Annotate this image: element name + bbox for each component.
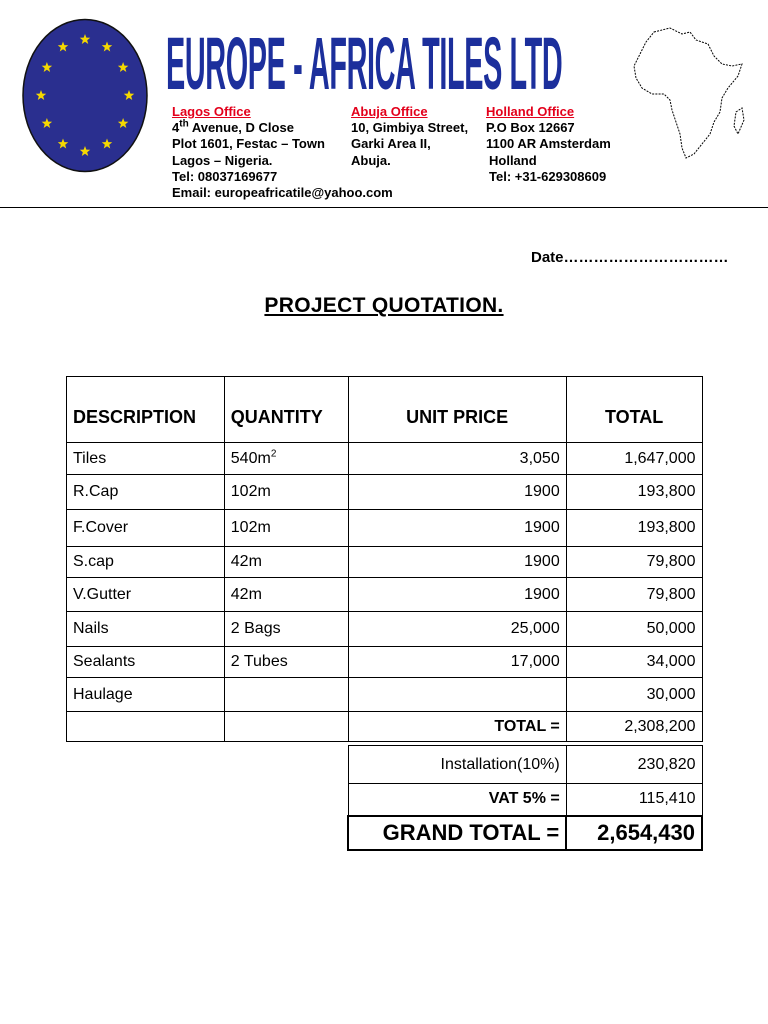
lagos-address-line1: 4th Avenue, D Close xyxy=(172,118,294,136)
row-quantity xyxy=(224,678,348,712)
lagos-address-line3: Lagos – Nigeria. xyxy=(172,152,273,168)
abuja-address-line2: Garki Area II, xyxy=(351,136,431,152)
vat-row xyxy=(67,784,703,816)
header-unit-price: UNIT PRICE xyxy=(348,377,566,443)
table-row xyxy=(67,510,703,547)
row-description: F.Cover xyxy=(67,510,225,547)
holland-phone: Tel: +31-629308609 xyxy=(489,168,607,184)
table-row xyxy=(67,547,703,578)
africa-map-icon xyxy=(630,26,748,162)
row-total: 30,000 xyxy=(566,678,702,712)
row-quantity: 102m xyxy=(224,510,348,547)
table-row xyxy=(67,443,703,475)
header-description: DESCRIPTION xyxy=(67,377,225,443)
row-quantity: 102m xyxy=(224,475,348,510)
table-row xyxy=(67,678,703,712)
lagos-address-line2: Plot 1601, Festac – Town xyxy=(172,136,325,152)
date-field: Date…………………………… xyxy=(531,249,729,266)
row-total: 79,800 xyxy=(566,578,702,612)
quotation-table xyxy=(66,376,703,851)
abuja-address-line1: 10, Gimbiya Street, xyxy=(351,120,469,136)
row-unit-price: 1900 xyxy=(348,475,566,510)
row-total: 193,800 xyxy=(566,475,702,510)
row-unit-price: 3,050 xyxy=(348,443,566,475)
lagos-phone: Tel: 08037169677 xyxy=(172,168,278,184)
grand-total-label: GRAND TOTAL = xyxy=(348,816,566,850)
holland-address-line2: 1100 AR Amsterdam xyxy=(486,136,611,152)
quantity-superscript: 2 xyxy=(270,448,277,460)
vat-value: 115,410 xyxy=(566,784,702,816)
row-description: R.Cap xyxy=(67,475,225,510)
table-row xyxy=(67,475,703,510)
row-quantity: 42m xyxy=(224,578,348,612)
row-total: 79,800 xyxy=(566,547,702,578)
eu-flag-logo xyxy=(22,18,148,173)
row-description: Sealants xyxy=(67,647,225,678)
vat-label: VAT 5% = xyxy=(348,784,566,816)
office-heading-holland: Holland Office xyxy=(486,104,575,119)
row-description: V.Gutter xyxy=(67,578,225,612)
subtotal-value: 2,308,200 xyxy=(566,712,702,742)
row-total: 193,800 xyxy=(566,510,702,547)
row-quantity: $540m^2$ xyxy=(224,443,348,475)
row-unit-price: 1900 xyxy=(348,578,566,612)
row-description: Tiles xyxy=(67,443,225,475)
office-heading-abuja: Abuja Office xyxy=(351,104,428,119)
subtotal-label: TOTAL = xyxy=(348,712,566,742)
row-unit-price xyxy=(348,678,566,712)
row-description: Haulage xyxy=(67,678,225,712)
office-abuja xyxy=(351,104,468,169)
header-divider xyxy=(0,207,768,208)
company-name: EUROPE - AFRICA TILES LTD xyxy=(166,24,563,106)
office-holland xyxy=(486,104,611,185)
row-description: Nails xyxy=(67,612,225,647)
row-quantity: 42m xyxy=(224,547,348,578)
holland-address-line3: Holland xyxy=(489,152,537,168)
header-quantity: QUANTITY xyxy=(224,377,348,443)
row-total: 34,000 xyxy=(566,647,702,678)
lagos-email: Email: europeafricatile@yahoo.com xyxy=(172,185,393,201)
row-quantity: 2 Tubes xyxy=(224,647,348,678)
grand-total-row xyxy=(67,816,703,850)
row-unit-price: 1900 xyxy=(348,547,566,578)
holland-address-line1: P.O Box 12667 xyxy=(486,120,575,136)
row-total: 50,000 xyxy=(566,612,702,647)
document-title: PROJECT QUOTATION. xyxy=(264,294,504,317)
office-heading-lagos: Lagos Office xyxy=(172,104,251,119)
subtotal-row xyxy=(67,712,703,742)
row-unit-price: 1900 xyxy=(348,510,566,547)
installation-label: Installation(10%) xyxy=(348,746,566,784)
row-unit-price: 17,000 xyxy=(348,647,566,678)
abuja-address-line3: Abuja. xyxy=(351,152,391,168)
table-row xyxy=(67,647,703,678)
row-quantity: 2 Bags xyxy=(224,612,348,647)
grand-total-value: 2,654,430 xyxy=(566,816,702,850)
table-row xyxy=(67,578,703,612)
installation-row xyxy=(67,746,703,784)
row-description: S.cap xyxy=(67,547,225,578)
table-header-row xyxy=(67,377,703,443)
header-total: TOTAL xyxy=(566,377,702,443)
table-row xyxy=(67,612,703,647)
installation-value: 230,820 xyxy=(566,746,702,784)
row-total: 1,647,000 xyxy=(566,443,702,475)
row-unit-price: 25,000 xyxy=(348,612,566,647)
